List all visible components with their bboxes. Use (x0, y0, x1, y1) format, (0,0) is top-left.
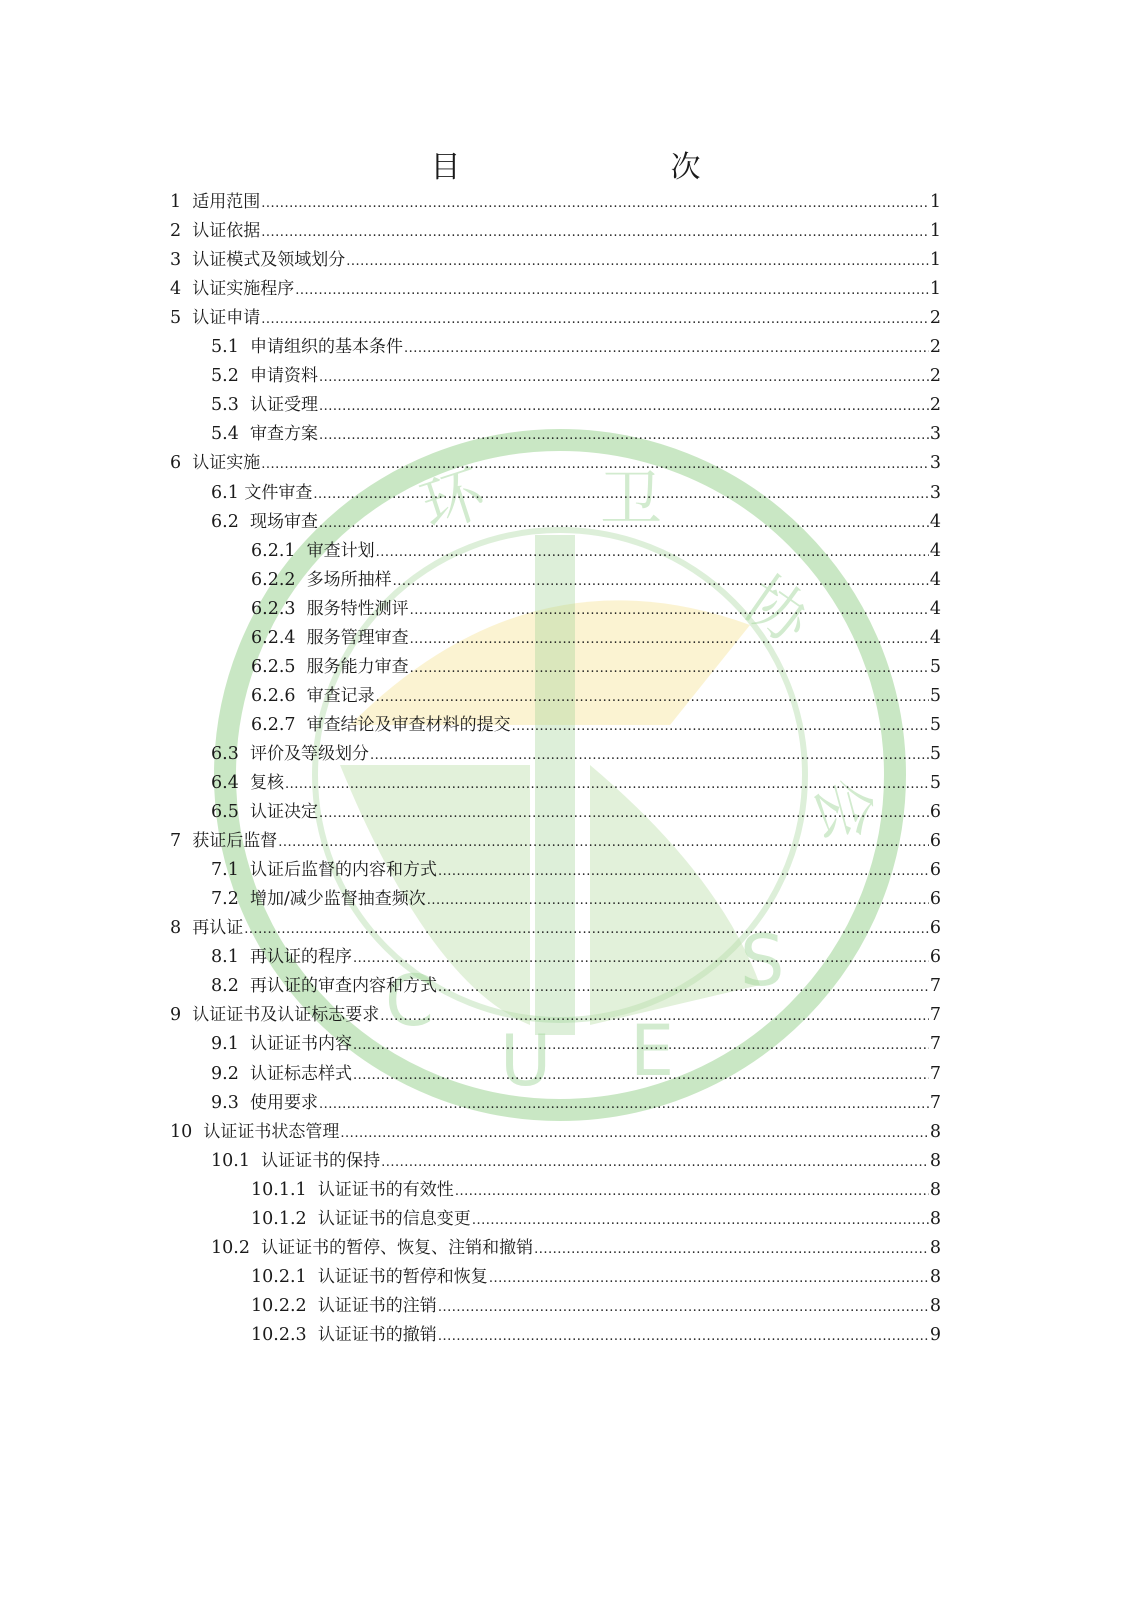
toc-entry-label: 认证证书的暂停和恢复 (317, 1266, 488, 1287)
toc-leader-dots (489, 1267, 929, 1291)
toc-entry-label: 认证申请 (192, 308, 261, 329)
toc-entry-page: 8 (929, 1179, 941, 1200)
toc-entry-page: 5 (929, 656, 941, 677)
toc-entry-label: 增加/减少监督抽查频次 (249, 889, 426, 910)
toc-leader-dots (427, 889, 929, 913)
toc-entry[interactable] (211, 422, 941, 446)
toc-entry-number: 10.2.1 (251, 1266, 307, 1287)
toc-leader-dots (278, 831, 929, 855)
toc-leader-dots (455, 1180, 929, 1204)
toc-entry-page: 2 (929, 308, 941, 329)
toc-entry-label: 认证模式及领域划分 (192, 250, 346, 271)
toc-entry[interactable] (251, 684, 941, 708)
toc-entry-page: 2 (929, 395, 941, 416)
toc-entry-label: 文件审查 (244, 482, 313, 503)
toc-entry-number: 6.2.7 (251, 714, 296, 735)
toc-entry-label: 认证证书的信息变更 (317, 1208, 471, 1229)
toc-entry-number: 5.4 (211, 424, 239, 445)
toc-entry-gap (307, 1294, 318, 1318)
toc-leader-dots (295, 279, 929, 303)
toc-leader-dots (438, 1325, 929, 1349)
toc-entry-page: 3 (929, 424, 941, 445)
toc-entry-number: 4 (170, 279, 182, 300)
toc-entry-number: 8 (170, 918, 182, 939)
toc-entry-label: 复核 (249, 773, 284, 793)
toc-leader-dots (319, 802, 929, 826)
toc-entry-page: 2 (929, 366, 941, 387)
toc-entry[interactable] (211, 974, 941, 998)
toc-entry-gap (239, 1091, 250, 1115)
toc-entry-page: 3 (929, 453, 941, 474)
toc-entry-page: 8 (929, 1237, 941, 1258)
toc-entry-gap (239, 1032, 250, 1056)
toc-entry-page: 2 (929, 337, 941, 358)
toc-entry-label: 使用要求 (249, 1092, 318, 1113)
toc-entry[interactable] (170, 248, 941, 272)
toc-entry[interactable] (211, 945, 941, 969)
toc-entry-number: 5.1 (211, 337, 239, 358)
toc-leader-dots (319, 1093, 929, 1117)
toc-entry-number: 7 (170, 831, 182, 852)
toc-leader-dots (410, 599, 929, 623)
toc-entry[interactable] (170, 190, 941, 214)
toc-entry-page: 4 (929, 511, 941, 532)
toc-entry-gap (192, 1120, 203, 1144)
toc-entry-number: 10.1 (211, 1150, 250, 1171)
toc-entry[interactable] (211, 364, 941, 388)
toc-entry-label: 服务特性测评 (306, 598, 409, 619)
toc-entry-label: 认证证书的有效性 (317, 1179, 454, 1200)
toc-entry-page: 3 (929, 482, 941, 503)
toc-entry-page: 1 (929, 221, 941, 242)
toc-entry-number: 3 (170, 250, 182, 271)
toc-entry-page: 7 (929, 1005, 941, 1026)
toc-entry-page: 7 (929, 1092, 941, 1113)
toc-entry[interactable] (211, 335, 941, 359)
toc-entry-number: 10.2.2 (251, 1295, 307, 1316)
toc-entry-page: 6 (929, 947, 941, 968)
toc-entry-gap (181, 190, 192, 214)
toc-entry-label: 多场所抽样 (306, 569, 392, 590)
toc-entry-number: 10.1.2 (251, 1208, 307, 1229)
toc-entry-number: 10.2 (211, 1237, 250, 1258)
toc-entry-label: 获证后监督 (192, 831, 278, 852)
toc-entry[interactable] (211, 771, 941, 795)
watermark-char-2: 卫 (600, 462, 663, 535)
toc-entry-gap (296, 684, 307, 708)
toc-entry-label: 认证受理 (249, 395, 318, 416)
toc-leader-dots (261, 308, 929, 332)
toc-leader-dots (261, 221, 929, 245)
toc-entry-gap (239, 771, 250, 795)
page-title: 目 次 (430, 150, 751, 185)
toc-leader-dots (376, 686, 929, 710)
toc-entry-label: 评价及等级划分 (249, 743, 369, 764)
toc-entry-page: 5 (929, 685, 941, 706)
toc-entry-gap (239, 742, 250, 766)
toc-entry-number: 6 (170, 453, 182, 474)
toc-entry-page: 7 (929, 1034, 941, 1055)
watermark-letter-u: U (500, 1020, 552, 1102)
toc-entry-gap (296, 597, 307, 621)
toc-leader-dots (370, 744, 929, 768)
toc-entry[interactable] (170, 916, 941, 940)
toc-entry-label: 服务管理审查 (306, 627, 409, 648)
toc-entry-page: 8 (929, 1266, 941, 1287)
toc-leader-dots (346, 250, 929, 274)
toc-entry-label: 认证证书状态管理 (203, 1121, 340, 1142)
toc-entry[interactable] (211, 510, 941, 534)
toc-entry-label: 认证实施 (192, 453, 261, 474)
toc-entry-label: 认证证书的保持 (261, 1150, 381, 1171)
toc-entry[interactable] (170, 829, 941, 853)
toc-entry-number: 9.2 (211, 1063, 239, 1084)
toc-entry[interactable] (170, 306, 941, 330)
toc-entry[interactable] (211, 1149, 941, 1173)
toc-entry-number: 10 (170, 1121, 193, 1142)
toc-entry-page: 1 (929, 279, 941, 300)
toc-entry[interactable] (170, 219, 941, 243)
toc-entry-number: 7.1 (211, 860, 239, 881)
toc-entry-number: 10.2.3 (251, 1324, 307, 1345)
toc-entry-label: 审查记录 (306, 685, 375, 706)
toc-entry-page: 5 (929, 714, 941, 735)
toc-entry-label: 认证证书的暂停、恢复、注销和撤销 (261, 1237, 534, 1258)
toc-entry-label: 认证证书的撤销 (317, 1324, 437, 1345)
toc-entry-page: 4 (929, 627, 941, 648)
toc-entry-label: 审查计划 (306, 540, 375, 561)
toc-entry-page: 4 (929, 598, 941, 619)
toc-leader-dots (438, 1296, 929, 1320)
toc-leader-dots (261, 453, 929, 477)
toc-entry[interactable] (211, 800, 941, 824)
toc-entry-gap (181, 277, 192, 301)
toc-entry-page: 9 (929, 1324, 941, 1345)
toc-entry-page: 4 (929, 540, 941, 561)
toc-entry-number: 5.3 (211, 395, 239, 416)
toc-entry-number: 6.2 (211, 511, 239, 532)
toc-leader-dots (381, 1151, 929, 1175)
toc-entry-page: 4 (929, 569, 941, 590)
toc-entry[interactable] (211, 1062, 941, 1086)
toc-entry-number: 8.2 (211, 976, 239, 997)
watermark-char-4: 会 (800, 769, 888, 849)
toc-entry[interactable] (170, 1120, 941, 1144)
toc-leader-dots (285, 773, 929, 797)
toc-leader-dots (534, 1238, 929, 1262)
toc-entry-gap (181, 248, 192, 272)
toc-entry-label: 现场审查 (249, 511, 318, 532)
toc-entry-gap (307, 1265, 318, 1289)
toc-entry-gap (307, 1323, 318, 1347)
toc-entry-label: 认证证书及认证标志要求 (192, 1005, 380, 1026)
toc-entry-gap (239, 887, 250, 911)
toc-entry-gap (239, 945, 250, 969)
toc-entry-number: 9.1 (211, 1034, 239, 1055)
toc-entry[interactable] (251, 1178, 941, 1202)
toc-entry-gap (181, 306, 192, 330)
toc-entry-number: 2 (170, 221, 182, 242)
toc-entry[interactable] (251, 568, 941, 592)
toc-leader-dots (353, 1064, 929, 1088)
toc-entry-page: 8 (929, 1121, 941, 1142)
toc-entry-gap (239, 364, 250, 388)
toc-entry-gap (239, 858, 250, 882)
watermark-char-3: 协 (731, 562, 825, 658)
toc-entry-number: 6.2.1 (251, 540, 296, 561)
toc-entry-gap (250, 1236, 261, 1260)
toc-entry-gap (239, 510, 250, 534)
toc-entry[interactable] (251, 539, 941, 563)
toc-entry[interactable] (170, 1003, 941, 1027)
toc-entry-number: 6.2.2 (251, 569, 296, 590)
toc-leader-dots (410, 657, 929, 681)
toc-entry-page: 5 (929, 743, 941, 764)
toc-entry-number: 6.1 (211, 482, 239, 503)
toc-entry-gap (239, 974, 250, 998)
toc-entry-number: 6.2.5 (251, 656, 296, 677)
toc-entry-gap (307, 1178, 318, 1202)
toc-entry-label: 再认证 (192, 918, 244, 939)
toc-entry-gap (296, 655, 307, 679)
toc-entry[interactable] (170, 277, 941, 301)
toc-entry-label: 再认证的审查内容和方式 (249, 976, 437, 997)
toc-leader-dots (319, 512, 929, 536)
toc-entry[interactable] (211, 1091, 941, 1115)
table-of-contents (0, 190, 1131, 1370)
toc-entry-page: 6 (929, 860, 941, 881)
toc-entry-gap (239, 393, 250, 417)
toc-entry[interactable] (211, 858, 941, 882)
toc-entry-number: 1 (170, 192, 182, 212)
toc-entry[interactable] (211, 742, 941, 766)
toc-entry-number: 9 (170, 1005, 182, 1026)
toc-leader-dots (512, 715, 929, 739)
toc-entry-number: 10.1.1 (251, 1179, 307, 1200)
watermark-letter-c: C (385, 960, 434, 1042)
toc-entry[interactable] (251, 626, 941, 650)
toc-entry[interactable] (251, 1323, 941, 1347)
toc-entry-number: 6.2.4 (251, 627, 296, 648)
toc-entry[interactable] (251, 655, 941, 679)
toc-entry-label: 认证后监督的内容和方式 (249, 860, 437, 881)
toc-entry-gap (239, 800, 250, 824)
toc-entry-gap (296, 539, 307, 563)
toc-entry-page: 6 (929, 831, 941, 852)
toc-entry-label: 认证标志样式 (249, 1063, 352, 1084)
toc-entry-number: 8.1 (211, 947, 239, 968)
toc-entry-label: 认证证书的注销 (317, 1295, 437, 1316)
toc-leader-dots (319, 366, 929, 390)
toc-entry-number: 9.3 (211, 1092, 239, 1113)
toc-entry-label: 审查方案 (249, 424, 318, 445)
toc-entry[interactable] (251, 1265, 941, 1289)
toc-leader-dots (353, 1034, 929, 1058)
toc-leader-dots (438, 976, 929, 1000)
toc-entry-label: 认证决定 (249, 802, 318, 823)
toc-entry[interactable] (211, 1236, 941, 1260)
toc-leader-dots (319, 424, 929, 448)
toc-leader-dots (376, 541, 929, 565)
toc-entry[interactable] (170, 451, 941, 475)
watermark-letter-e: E (630, 1010, 675, 1092)
toc-entry-number: 6.5 (211, 802, 239, 823)
toc-leader-dots (410, 628, 929, 652)
toc-entry-gap (239, 422, 250, 446)
toc-entry-label: 认证实施程序 (192, 279, 295, 300)
toc-entry-gap (181, 451, 192, 475)
toc-entry-number: 5.2 (211, 366, 239, 387)
toc-entry-page: 1 (929, 250, 941, 271)
toc-leader-dots (353, 947, 929, 971)
toc-leader-dots (319, 395, 929, 419)
toc-entry-page: 8 (929, 1208, 941, 1229)
toc-leader-dots (313, 483, 928, 507)
toc-entry-page: 7 (929, 976, 941, 997)
toc-entry-number: 6.3 (211, 743, 239, 764)
toc-entry-gap (296, 568, 307, 592)
toc-entry-label: 申请组织的基本条件 (249, 337, 403, 358)
toc-entry[interactable] (251, 713, 941, 737)
toc-entry[interactable] (251, 1207, 941, 1231)
toc-entry[interactable] (211, 393, 941, 417)
toc-entry-gap (296, 713, 307, 737)
toc-entry-number: 5 (170, 308, 182, 329)
toc-leader-dots (380, 1005, 929, 1029)
toc-entry-gap (181, 829, 192, 853)
toc-entry-gap (239, 1062, 250, 1086)
toc-leader-dots (244, 918, 929, 942)
toc-entry-label: 申请资料 (249, 366, 318, 387)
toc-entry-page: 6 (929, 889, 941, 910)
toc-entry-page: 6 (929, 918, 941, 939)
toc-entry-label: 审查结论及审查材料的提交 (306, 714, 511, 735)
toc-entry[interactable] (211, 887, 941, 911)
toc-leader-dots (393, 570, 929, 594)
toc-leader-dots (261, 192, 929, 216)
toc-entry-gap (296, 626, 307, 650)
toc-entry[interactable] (251, 1294, 941, 1318)
toc-entry[interactable] (211, 481, 941, 505)
toc-entry-gap (181, 219, 192, 243)
toc-entry-label: 再认证的程序 (249, 947, 352, 968)
toc-entry-number: 7.2 (211, 889, 239, 910)
toc-entry-page: 5 (929, 773, 941, 793)
watermark-char-1: 环 (412, 455, 494, 545)
toc-entry-label: 服务能力审查 (306, 656, 409, 677)
toc-entry[interactable] (211, 1032, 941, 1056)
toc-leader-dots (404, 337, 929, 361)
toc-entry-gap (250, 1149, 261, 1173)
toc-entry[interactable] (251, 597, 941, 621)
toc-leader-dots (438, 860, 929, 884)
toc-entry-gap (239, 335, 250, 359)
toc-entry-number: 6.2.3 (251, 598, 296, 619)
toc-entry-page: 8 (929, 1295, 941, 1316)
toc-entry-label: 认证依据 (192, 221, 261, 242)
toc-entry-label: 认证证书内容 (249, 1034, 352, 1055)
toc-entry-number: 6.4 (211, 773, 239, 793)
toc-entry-gap (307, 1207, 318, 1231)
toc-entry-number: 6.2.6 (251, 685, 296, 706)
toc-entry-page: 7 (929, 1063, 941, 1084)
toc-entry-gap (181, 1003, 192, 1027)
toc-entry-page: 8 (929, 1150, 941, 1171)
toc-leader-dots (472, 1209, 929, 1233)
watermark-letter-s: S (740, 920, 785, 1002)
toc-entry-label: 适用范围 (192, 192, 261, 212)
toc-entry-page: 6 (929, 802, 941, 823)
toc-leader-dots (340, 1122, 928, 1146)
toc-entry-page: 1 (929, 192, 941, 212)
toc-entry-gap (181, 916, 192, 940)
